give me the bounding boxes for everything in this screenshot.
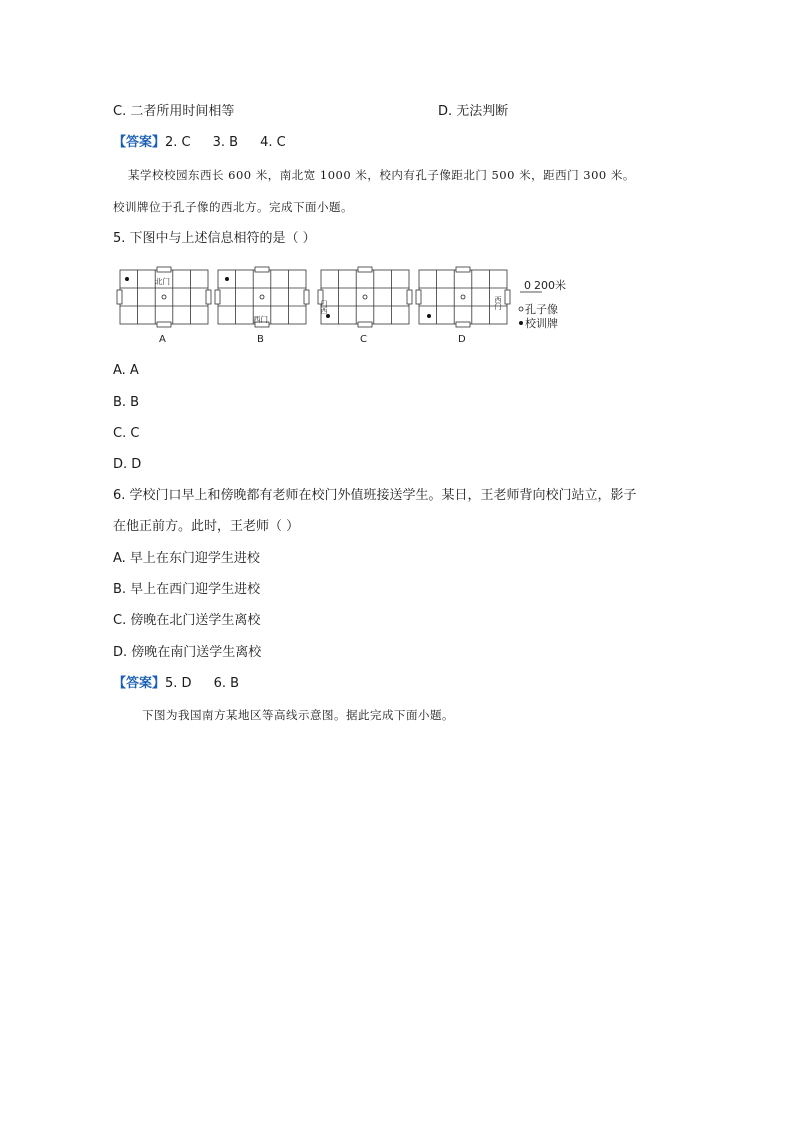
q6-option-d: D. 傍晚在南门送学生离校 <box>113 645 262 660</box>
passage-2-line-1: 下图为我国南方某地区等高线示意图。据此完成下面小题。 <box>142 708 454 722</box>
q5-option-c: C. C <box>113 426 140 441</box>
map-a-grid <box>117 267 211 327</box>
answer-3: 3. B <box>212 135 239 150</box>
map-b-gate-label: 西门 <box>253 315 268 324</box>
map-c-statue <box>363 295 367 299</box>
q5-stem: 5. 下图中与上述信息相符的是（ ） <box>113 231 316 246</box>
map-a-sign <box>125 277 129 281</box>
map-d-gate-label: 西门 <box>494 296 502 310</box>
q4-option-c: C. 二者所用时间相等 <box>113 104 235 119</box>
q5-option-b: B. B <box>113 395 140 410</box>
map-b-statue <box>260 295 264 299</box>
map-c-sign <box>326 314 330 318</box>
q6-option-a: A. 早上在东门迎学生进校 <box>113 551 260 566</box>
passage-1-line-1: 某学校校园东西长 600 米，南北宽 1000 米，校内有孔子像距北门 500 米，距西门 300 米。 <box>128 168 635 182</box>
legend-sign-label: 校训牌 <box>525 317 558 330</box>
legend-scale-zero: 0 <box>524 279 531 292</box>
map-a-statue <box>162 295 166 299</box>
legend-statue-symbol <box>519 307 523 311</box>
q6-stem-line-1: 6. 学校门口早上和傍晚都有老师在校门外值班接送学生。某日，王老师背向校门站立，影子 <box>113 488 637 503</box>
map-b-sign <box>225 277 229 281</box>
answer-tag-2: 【答案】 <box>113 676 166 691</box>
answer-line-1 <box>113 134 286 152</box>
legend-sign-symbol <box>519 321 523 325</box>
q4-option-d: D. 无法判断 <box>438 104 509 119</box>
map-a-label: A <box>159 334 166 345</box>
map-d-statue <box>461 295 465 299</box>
map-c-grid <box>318 267 412 327</box>
q6-option-c: C. 傍晚在北门送学生离校 <box>113 613 261 628</box>
legend-scale-value: 200米 <box>534 279 566 292</box>
q5-option-d: D. D <box>113 457 142 472</box>
map-a-gate-label: 北门 <box>155 277 170 286</box>
q6-stem-line-2: 在他正前方。此时，王老师（ ） <box>113 519 300 534</box>
map-d-sign <box>427 314 431 318</box>
answer-5: 5. D <box>165 676 192 691</box>
answer-6: 6. B <box>213 676 240 691</box>
answer-2: 2. C <box>165 135 191 150</box>
q5-map-figure <box>115 262 575 348</box>
q5-option-a: A. A <box>113 363 139 378</box>
legend-statue-label: 孔子像 <box>525 303 558 316</box>
map-c-gate-label: 门西 <box>320 300 328 314</box>
answer-4: 4. C <box>260 135 286 150</box>
passage-1-line-2: 校训牌位于孔子像的西北方。完成下面小题。 <box>113 200 353 214</box>
answer-tag: 【答案】 <box>113 135 166 150</box>
answer-line-2 <box>113 675 239 693</box>
map-d-label: D <box>458 334 466 345</box>
map-c-label: C <box>360 334 367 345</box>
q6-option-b: B. 早上在西门迎学生进校 <box>113 582 261 597</box>
map-b-label: B <box>257 334 264 345</box>
